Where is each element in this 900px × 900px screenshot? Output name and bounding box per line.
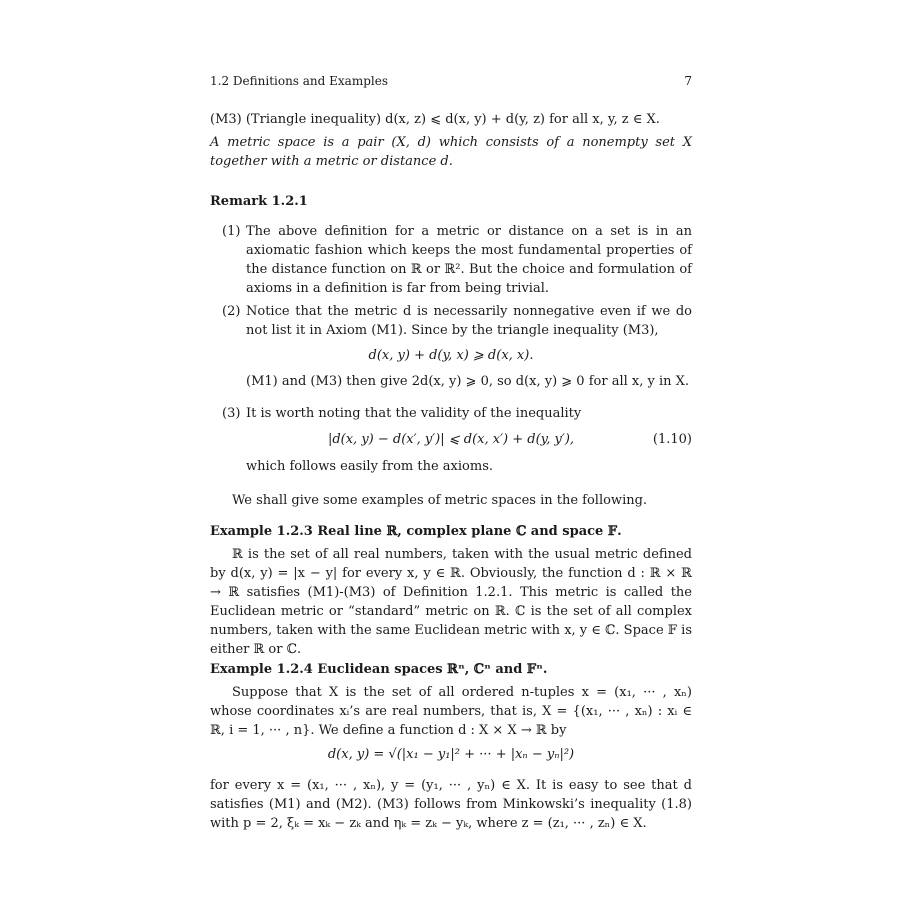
remark-item-3-text: It is worth noting that the validity of the inequality [246, 406, 582, 421]
examples-intro: We shall give some examples of metric spaces in the following. [232, 493, 648, 508]
remark-item-2-conclusion: (M1) and (M3) then give 2d(x, y) ⩾ 0, so d(x, y) ⩾ 0 for all x, y in X. [246, 374, 690, 389]
remark-item-3 [222, 404, 692, 423]
running-header [210, 72, 692, 91]
example-1-2-3-body: ℝ is the set of all real numbers, taken with the usual metric defined by d(x, y) = |x − y| for every x, y ∈ ℝ. Obviously, the function d : ℝ × ℝ → ℝ satisfies (M1)-(M3) of Definition 1.2.1. This metric is called the Euclidean metric or “standard” metric on ℝ. ℂ is the set of all complex numbers, taken with the same Euclidean metric with x, y ∈ ℂ. Space 𝔽 is either ℝ or ℂ. [210, 547, 692, 657]
equation-number: (1.10) [652, 432, 692, 447]
remark-item-3-after-wrap [222, 457, 692, 476]
remark-item-3-label: (3) [222, 406, 241, 421]
remark-item-3-after: which follows easily from the axioms. [246, 459, 493, 474]
remark-item-2-equation: d(x, y) + d(y, x) ⩾ d(x, x). [368, 348, 534, 363]
header-section: 1.2 Definitions and Examples [210, 74, 388, 88]
remark-item-2-text: Notice that the metric d is necessarily nonnegative even if we do not list it in Axiom (M1). Since by the triangle inequality (M3), [246, 304, 692, 338]
inequality-1-10-expression: |d(x, y) − d(x′, y′)| ⩽ d(x, x′) + d(y, y′), [327, 432, 575, 447]
remark-item-2 [222, 302, 692, 340]
axiom-m3: (M3) (Triangle inequality) d(x, z) ⩽ d(x, y) + d(y, z) for all x, y, z ∈ X. [210, 112, 660, 127]
euclidean-metric-equation: d(x, y) = √(|x₁ − y₁|² + ··· + |xₙ − yₙ|²) [327, 747, 575, 762]
example-1-2-4-title: Example 1.2.4 Euclidean spaces ℝⁿ, ℂⁿ and 𝔽ⁿ. [210, 662, 548, 677]
remark-item-1-text: The above definition for a metric or distance on a set is in an axiomatic fashion which keeps the most fundamental properties of the distance function on ℝ or ℝ². But the choice and formulation of axioms in a definition is far from being trivial. [246, 224, 692, 296]
remark-item-2-label: (2) [222, 304, 241, 319]
page-number: 7 [684, 74, 692, 88]
inequality-1-10 [210, 430, 692, 449]
remark-title: Remark 1.2.1 [210, 194, 308, 209]
remark-item-1-label: (1) [222, 224, 241, 239]
example-1-2-3-title: Example 1.2.3 Real line ℝ, complex plane ℂ and space 𝔽. [210, 524, 622, 539]
metric-space-definition: A metric space is a pair (X, d) which consists of a nonempty set X together with a metric or distance d. [210, 135, 692, 169]
remark-item-2-conclusion-wrap [222, 372, 692, 391]
example-1-2-4-body: Suppose that X is the set of all ordered n-tuples x = (x₁, ··· , xₙ) whose coordinates xᵢ’s are real numbers, that is, X = {(x₁, ··· , xₙ) : xᵢ ∈ ℝ, i = 1, ··· , n}. We define a function d : X × X → ℝ by [210, 685, 692, 738]
example-1-2-4-after: for every x = (x₁, ··· , xₙ), y = (y₁, ··· , yₙ) ∈ X. It is easy to see that d satisfies (M1) and (M2). (M3) follows from Minkowski’s inequality (1.8) with p = 2, ξₖ = xₖ − zₖ and ηₖ = zₖ − yₖ, where z = (z₁, ··· , zₙ) ∈ X. [210, 778, 692, 831]
remark-item-1 [222, 222, 692, 298]
